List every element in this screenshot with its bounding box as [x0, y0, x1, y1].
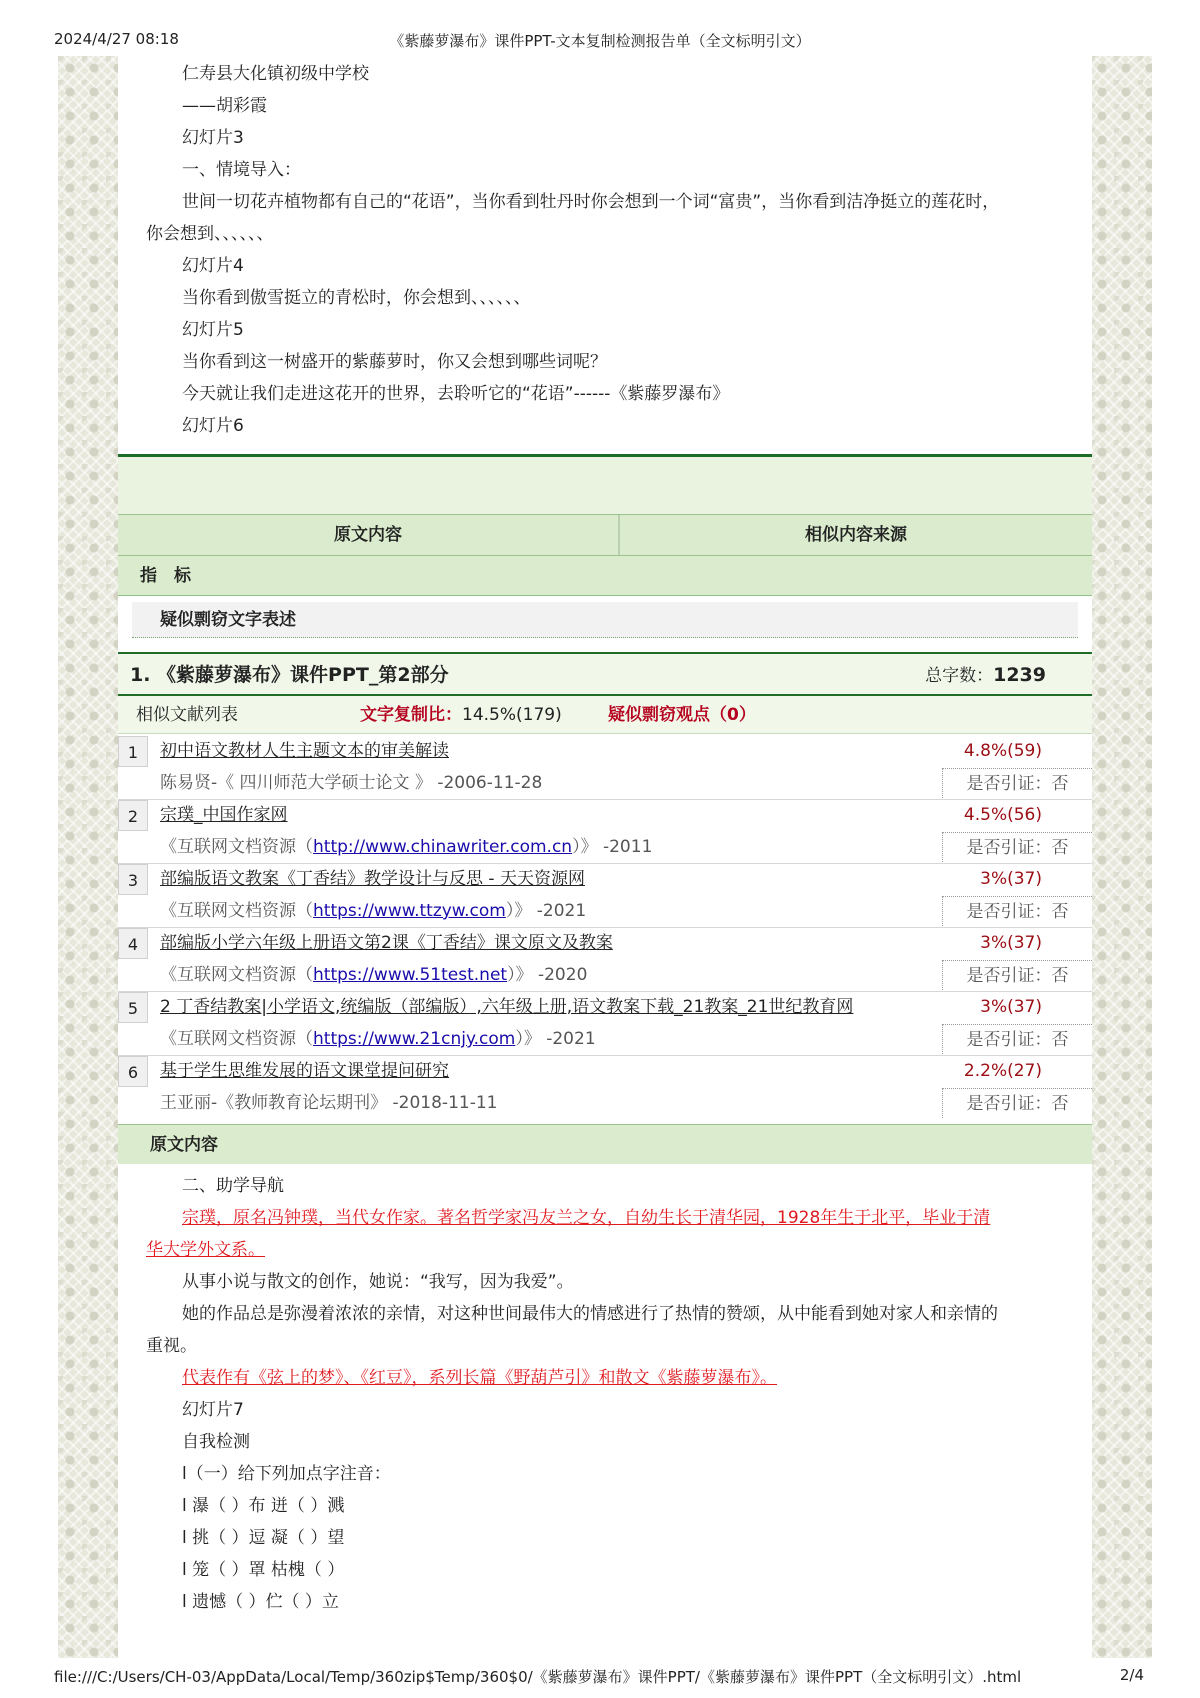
source-meta-text: 《互联网文档资源（	[160, 965, 313, 985]
citation-status: 是否引证：否	[942, 768, 1092, 798]
copy-ratio	[360, 696, 562, 734]
copy-ratio-value: 14.5%(179)	[462, 705, 562, 725]
citation-status: 是否引证：否	[942, 896, 1092, 926]
paragraph: 幻灯片7	[182, 1400, 244, 1420]
paragraph: 一、情境导入：	[182, 160, 301, 180]
source-meta	[160, 832, 652, 862]
paragraph: l 笼（ ）罩 枯槐（ ）	[182, 1560, 345, 1580]
paragraph: 当你看到傲雪挺立的青松时，你会想到、、、、、、	[182, 288, 531, 308]
total-count-label: 总字数：	[925, 666, 994, 686]
total-count-value: 1239	[993, 664, 1046, 686]
similar-source-column-header: 相似内容来源	[805, 525, 907, 545]
list-item	[118, 864, 1092, 928]
paragraph: ——胡彩霞	[182, 96, 267, 116]
print-footer	[0, 1658, 1200, 1698]
source-title-link[interactable]: 2 丁香结教案|小学语文,统编版（部编版）,六年级上册,语文教案下载_21教案_21世纪教育网	[160, 997, 854, 1017]
paragraph: 世间一切花卉植物都有自己的“花语”，当你看到牡丹时你会想到一个词“富贵”，当你看到洁净挺立的莲花时，	[182, 192, 1000, 212]
paragraph: l 遗憾（ ）伫（ ）立	[182, 1592, 339, 1612]
section-title-bar	[118, 652, 1092, 696]
original-column-header: 原文内容	[118, 515, 620, 555]
source-percent: 3%(37)	[980, 997, 1042, 1017]
source-title-link[interactable]: 宗璞_中国作家网	[160, 805, 288, 825]
copy-ratio-label: 文字复制比：	[360, 705, 462, 725]
paragraph: 幻灯片6	[182, 416, 244, 436]
print-title: 《紫藤萝瀑布》课件PPT-文本复制检测报告单（全文标明引文）	[389, 32, 811, 50]
paragraph: 你会想到、、、、、、	[146, 224, 274, 244]
section-title: 1. 《紫藤萝瀑布》课件PPT_第2部分	[130, 664, 449, 686]
source-percent: 3%(37)	[980, 933, 1042, 953]
source-meta	[160, 1088, 497, 1118]
source-meta-text: 陈易贤-《 四川师范大学硕士论文 》 -2006-11-28	[160, 773, 543, 793]
source-meta	[160, 896, 586, 926]
source-number: 2	[118, 800, 148, 831]
print-header	[0, 0, 1200, 56]
list-item	[118, 1056, 1092, 1120]
source-url-link[interactable]: https://www.51test.net	[313, 965, 508, 985]
paragraph: 当你看到这一树盛开的紫藤萝时，你又会想到哪些词呢？	[182, 352, 607, 372]
source-percent: 4.5%(56)	[963, 805, 1042, 825]
source-title-link[interactable]: 基于学生思维发展的语文课堂提问研究	[160, 1061, 449, 1081]
source-title-link[interactable]: 部编版语文教案《丁香结》教学设计与反思 - 天天资源网	[160, 869, 585, 889]
report-page	[118, 56, 1092, 1658]
source-url-link[interactable]: https://www.ttzyw.com	[313, 901, 506, 921]
paragraph: 幻灯片5	[182, 320, 244, 340]
source-meta-text: ）》 -2021	[515, 1029, 596, 1049]
paragraph: 重视。	[146, 1336, 197, 1356]
list-item	[118, 800, 1092, 864]
paragraph: 二、助学导航	[182, 1176, 284, 1196]
source-meta	[160, 960, 587, 990]
highlighted-paragraph: 宗璞，原名冯钟璞，当代女作家。著名哲学家冯友兰之女，自幼生长于清华园，1928年生于北平，毕业于清	[182, 1208, 991, 1228]
highlighted-paragraph: 华大学外文系。	[146, 1240, 265, 1260]
original-content-header: 原文内容	[118, 1124, 1092, 1164]
paragraph: 幻灯片4	[182, 256, 244, 276]
source-meta-text: 王亚丽-《教师教育论坛期刊》 -2018-11-11	[160, 1093, 498, 1113]
source-number: 4	[118, 928, 148, 959]
suspected-plagiarism-label: 疑似剽窃文字表述	[132, 602, 1078, 638]
source-number: 6	[118, 1056, 148, 1087]
source-meta-text: 《互联网文档资源（	[160, 901, 313, 921]
paragraph: 仁寿县大化镇初级中学校	[182, 64, 369, 84]
source-meta	[160, 1024, 596, 1054]
source-meta-text: ）》 -2020	[507, 965, 588, 985]
source-percent: 4.8%(59)	[963, 741, 1042, 761]
paragraph: l（一）给下列加点字注音：	[182, 1464, 391, 1484]
citation-status: 是否引证：否	[942, 960, 1092, 990]
list-item	[118, 928, 1092, 992]
citation-status: 是否引证：否	[942, 1024, 1092, 1054]
paragraph: 她的作品总是弥漫着浓浓的亲情，对这种世间最伟大的情感进行了热情的赞颂，从中能看到她对家人和亲情的	[182, 1304, 998, 1324]
page-number: 2/4	[1119, 1666, 1144, 1684]
source-meta-text: 《互联网文档资源（	[160, 1029, 313, 1049]
print-timestamp: 2024/4/27 08:18	[54, 30, 179, 48]
source-number: 5	[118, 992, 148, 1023]
source-meta	[160, 768, 542, 798]
source-title-link[interactable]: 部编版小学六年级上册语文第2课《丁香结》课文原文及教案	[160, 933, 613, 953]
indicator-label: 指 标	[118, 556, 1092, 596]
header-band	[118, 457, 1092, 514]
source-url-link[interactable]: https://www.21cnjy.com	[313, 1029, 516, 1049]
paragraph: l 挑（ ）逗 凝（ ）望	[182, 1528, 345, 1548]
similar-list-header	[118, 696, 1092, 734]
total-count	[925, 654, 1046, 697]
highlighted-paragraph: 代表作有《弦上的梦》、《红豆》，系列长篇《野葫芦引》和散文《紫藤萝瀑布》。	[182, 1368, 777, 1388]
source-number: 3	[118, 864, 148, 895]
source-meta-text: ）》 -2021	[505, 901, 587, 921]
citation-status: 是否引证：否	[942, 1088, 1092, 1118]
source-percent: 2.2%(27)	[963, 1061, 1042, 1081]
similar-list-label: 相似文献列表	[136, 705, 238, 725]
source-meta-text: ）》 -2011	[572, 837, 653, 857]
list-item	[118, 992, 1092, 1056]
paragraph: l 瀑（ ）布 迸（ ）溅	[182, 1496, 345, 1516]
paragraph: 自我检测	[182, 1432, 250, 1452]
source-url-link[interactable]: http://www.chinawriter.com.cn	[313, 837, 573, 857]
source-meta-text: 《互联网文档资源（	[160, 837, 313, 857]
source-percent: 3%(37)	[980, 869, 1042, 889]
source-title-link[interactable]: 初中语文教材人生主题文本的审美解读	[160, 741, 449, 761]
paragraph: 幻灯片3	[182, 128, 244, 148]
paragraph: 今天就让我们走进这花开的世界，去聆听它的“花语”------《紫藤罗瀑布》	[182, 384, 730, 404]
paragraph: 从事小说与散文的创作，她说：“我写，因为我爱”。	[182, 1272, 574, 1292]
file-path: file:///C:/Users/CH-03/AppData/Local/Temp/360zip$Temp/360$0/《紫藤萝瀑布》课件PPT/《紫藤萝瀑布》课件PPT（全文标明引文）.html	[54, 1668, 1022, 1686]
source-number: 1	[118, 736, 148, 767]
citation-status: 是否引证：否	[942, 832, 1092, 862]
list-item	[118, 736, 1092, 800]
suspect-view-count: 疑似剽窃观点（0）	[608, 705, 756, 725]
table-header	[118, 514, 1092, 556]
